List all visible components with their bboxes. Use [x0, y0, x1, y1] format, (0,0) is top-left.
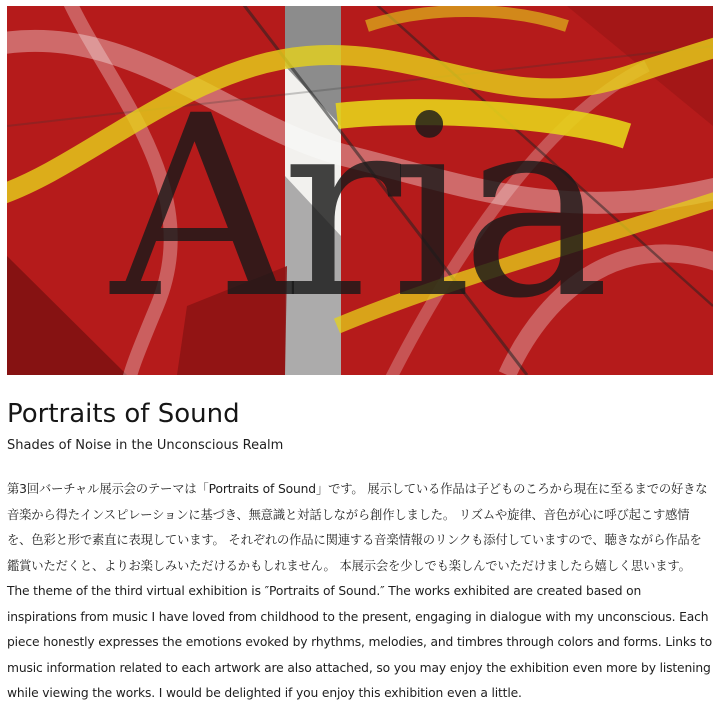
- artwork-title: Aria: [111, 62, 601, 353]
- exhibition-subtitle: Shades of Noise in the Unconscious Realm: [7, 438, 284, 453]
- exhibition-description: 第3回バーチャル展示会のテーマは「Portraits of Sound」です。 展示している作品は子どものころから現在に至るまでの好きな音楽から得たインスピレーションに基づき、無意識と対話しながら創作しました。 リズムや旋律、音色が心に呼び起こす感情を、色彩と形で素直に表現しています。 それぞれの作品に関連する音楽情報のリンクも添付していますので、聴きながら作品を鑑賞いただくと、よりお楽しみいただけるかもしれません。 本展示会を少しでも楽しんでいただけましたら嬉しく思います。 The theme of the third virtual exhibition is ″Portraits of Sound.″ The works exhibited are created based on inspirations from music I have loved from childhood to the present, engaging in dialogue with my unconscious. Each piece honestly expresses the emotions evoked by rhythms, melodies, and timbres through colors and forms. Links to music information related to each artwork are also attached, so you may enjoy the exhibition even more by listening while viewing the works. I would be delighted if you enjoy this exhibition even a little.: [7, 482, 712, 700]
- exhibition-title: Portraits of Sound: [7, 399, 240, 429]
- artwork-canvas: [7, 6, 713, 375]
- hero-artwork-image: [7, 6, 713, 375]
